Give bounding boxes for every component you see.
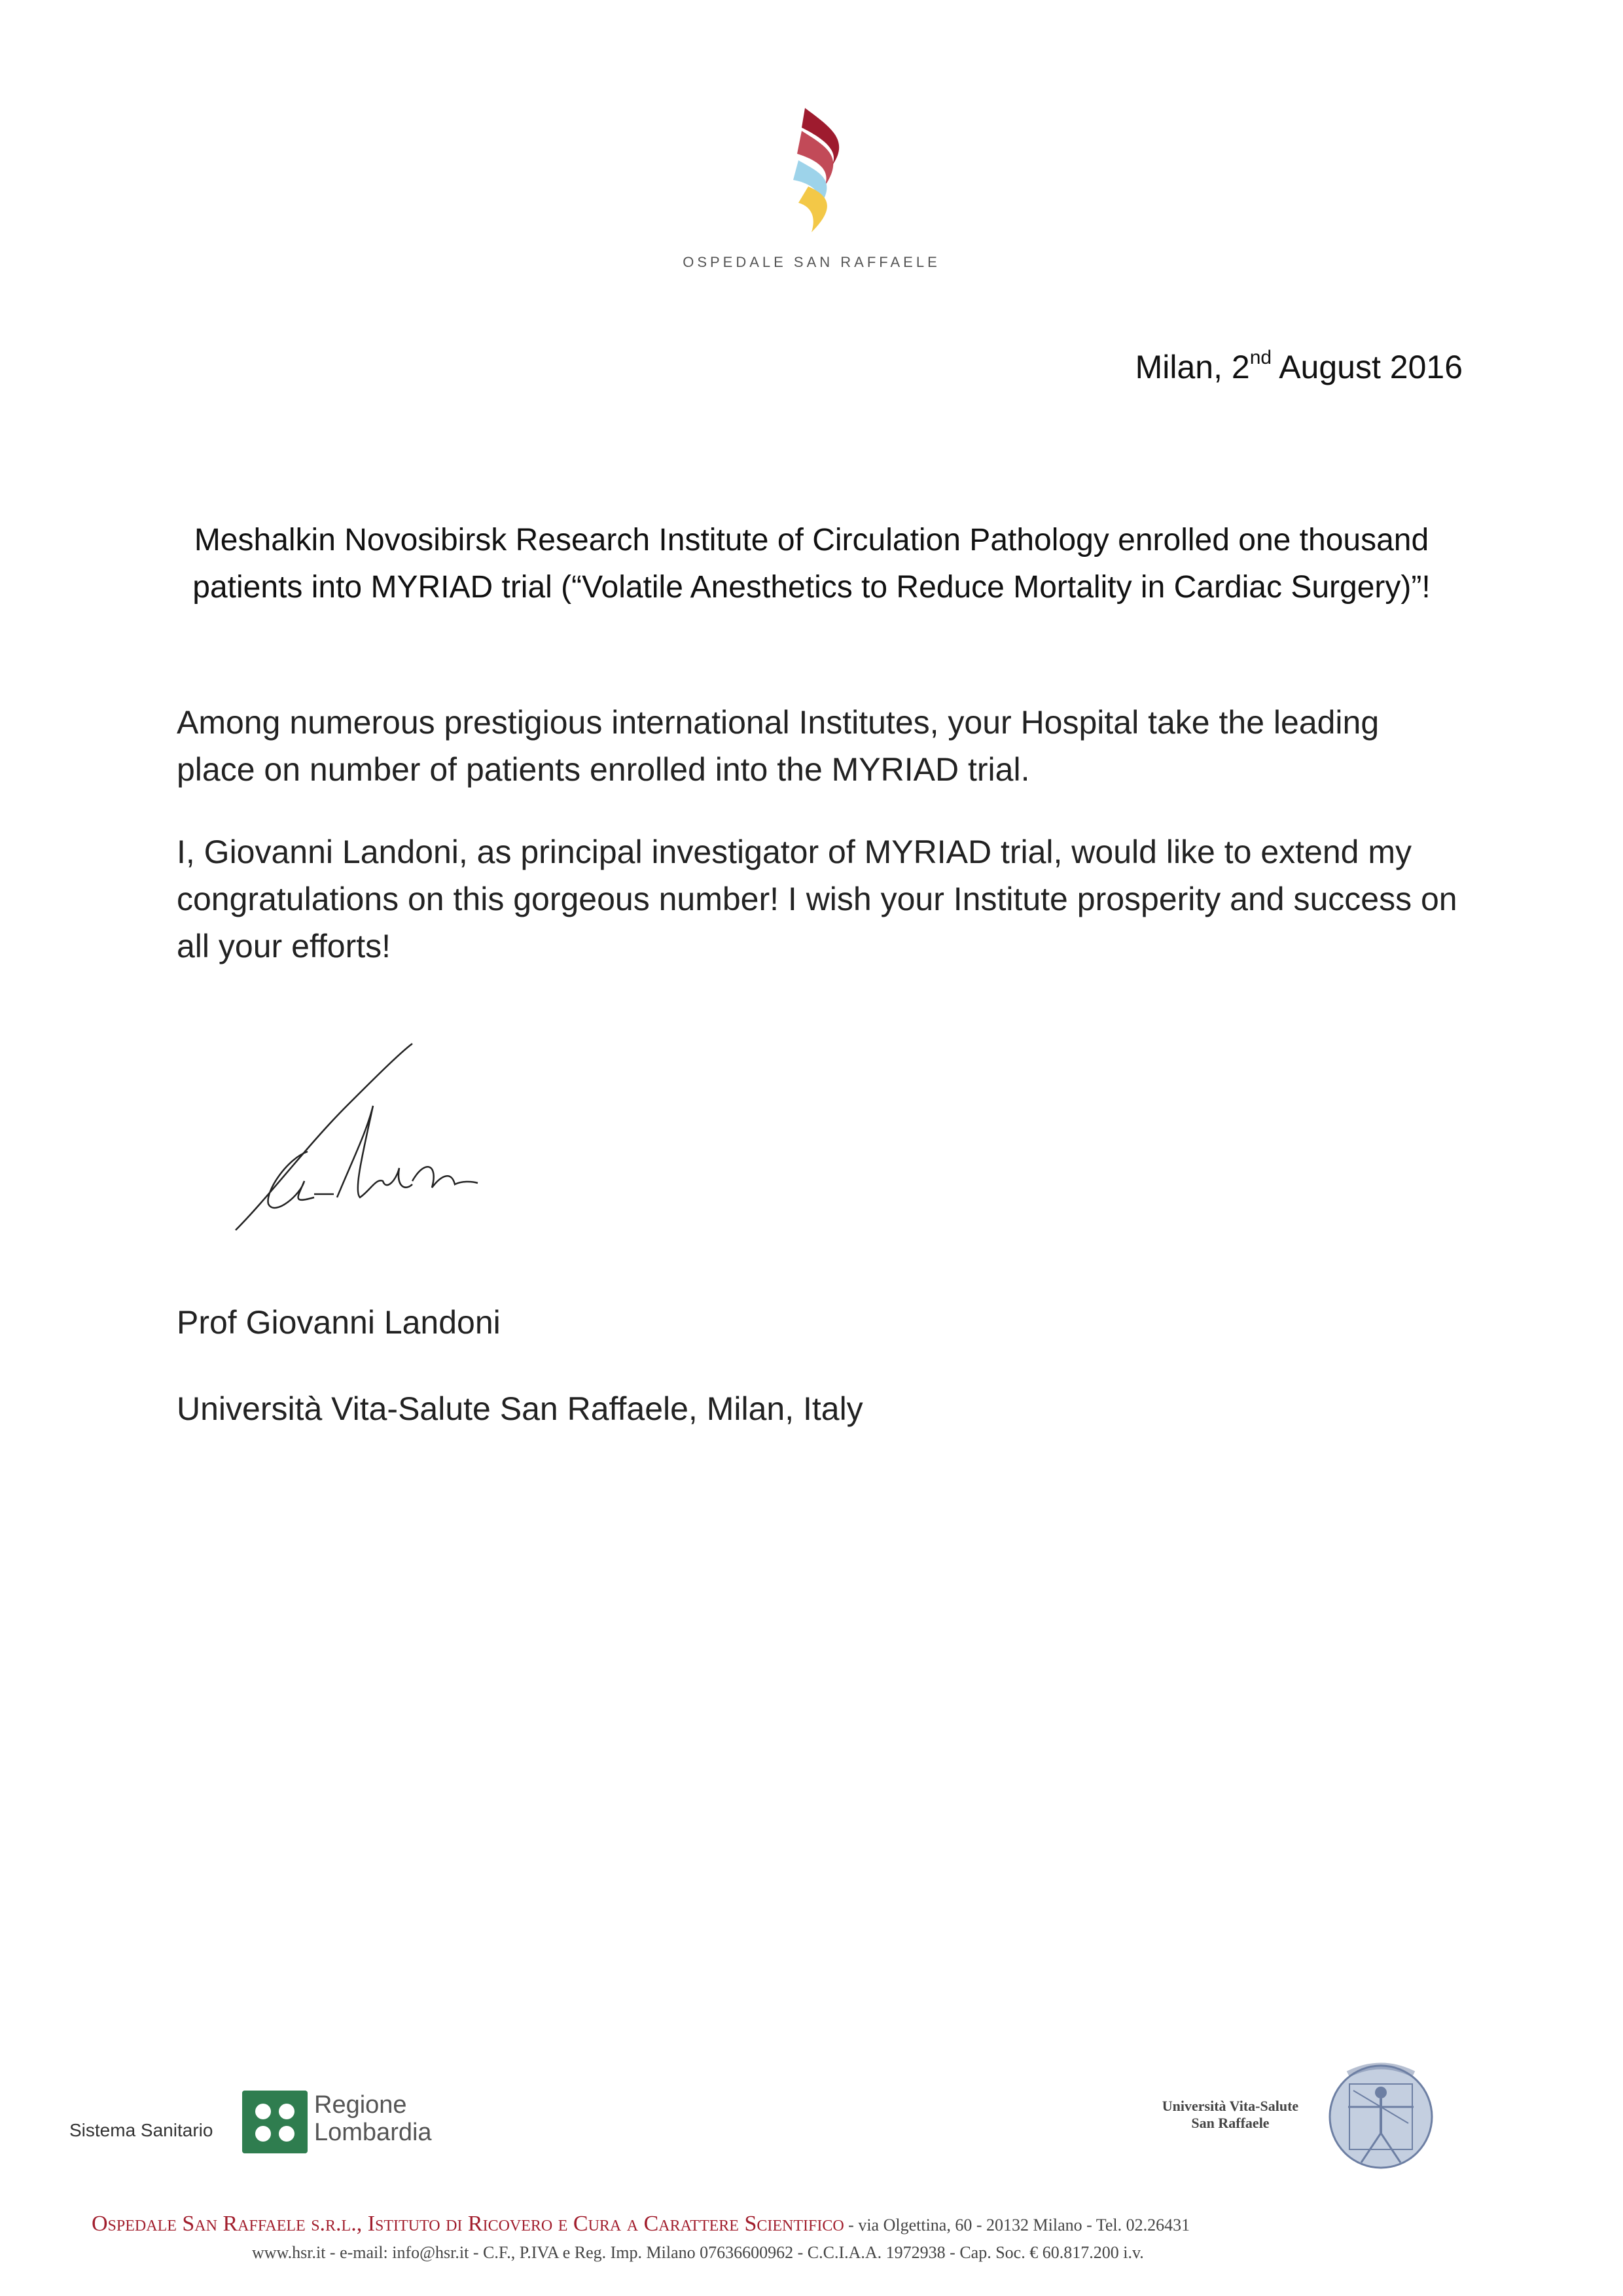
university-label: Università Vita-Salute San Raffaele [1162, 2098, 1299, 2131]
footer-company-line: Ospedale San Raffaele s.r.l., Istituto di Ricovero e Cura a Carattere Scientifico - via Olgettina, 60 - 20132 Milano - Tel. 02.26431 [92, 2212, 1190, 2236]
letter-title: Meshalkin Novosibirsk Research Institute of Circulation Pathology enrolled one thousand patients into MYRIAD trial (“Volatile Anesthetics to Reduce Mortality in Cardiac Surgery)”! [192, 523, 1431, 605]
sistema-sanitario-label: Sistema Sanitario [69, 2120, 213, 2140]
logo-wordmark: OSPEDALE SAN RAFFAELE [683, 254, 940, 270]
ospedale-logo-icon [785, 105, 864, 236]
signatory-name: Prof Giovanni Landoni [177, 1304, 501, 1341]
body-paragraph: Among numerous prestigious international Institutes, your Hospital take the leading place on number of patients enrolled into the MYRIAD trial. [177, 704, 1380, 788]
regione-lombardia-label: Regione Lombardia [314, 2091, 432, 2146]
regione-lombardia-icon [242, 2091, 308, 2153]
footer-registration-line: www.hsr.it - e-mail: info@hsr.it - C.F., P.IVA e Reg. Imp. Milano 07636600962 - C.C.I.A.A. 1972938 - Cap. Soc. € 60.817.200 i.v. [252, 2243, 1144, 2262]
signatory-affiliation: Università Vita-Salute San Raffaele, Milan, Italy [177, 1390, 863, 1427]
vitruvian-seal-icon [1322, 2055, 1440, 2172]
letter-date: Milan, 2nd August 2016 [1135, 347, 1463, 385]
body-paragraph: I, Giovanni Landoni, as principal investigator of MYRIAD trial, would like to extend my congratulations on this gorgeous number! I wish your Institute prosperity and success on all your efforts! [177, 834, 1457, 964]
handwritten-signature [229, 1040, 491, 1243]
